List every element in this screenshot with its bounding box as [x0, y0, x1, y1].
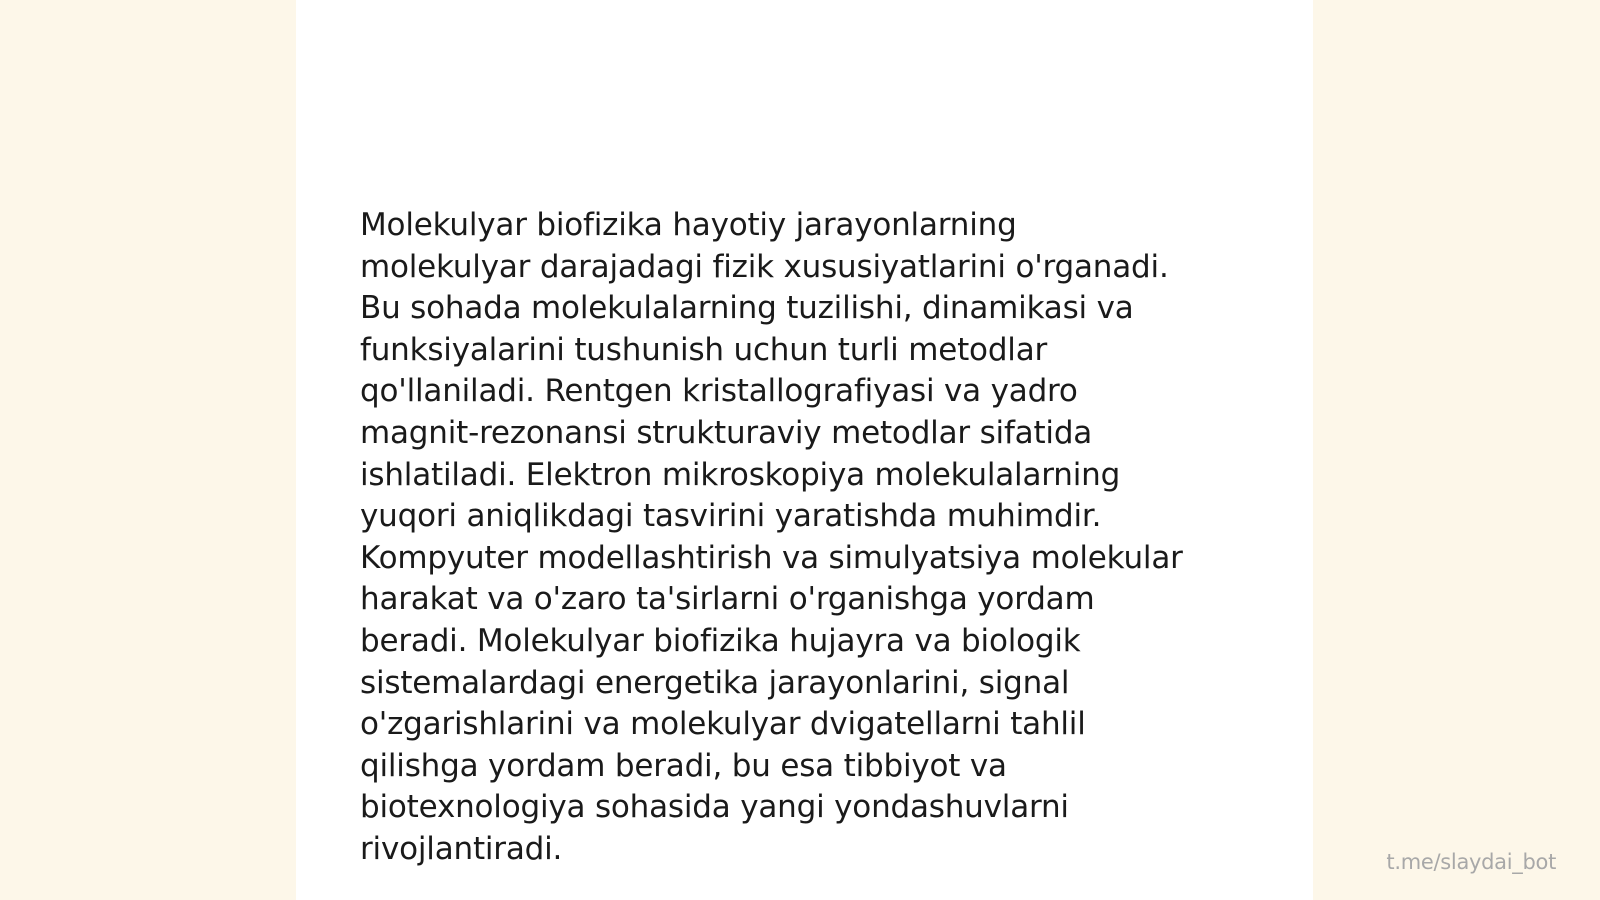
- body-line: yuqori aniqlikdagi tasvirini yaratishda muhimdir.: [360, 498, 1102, 535]
- body-line: ishlatiladi. Elektron mikroskopiya molekulalarning: [360, 456, 1121, 493]
- watermark-link[interactable]: t.me/slaydai_bot: [1386, 850, 1556, 874]
- body-line: o'zgarishlarini va molekulyar dvigatellarni tahlil: [360, 706, 1086, 743]
- body-line: magnit-rezonansi strukturaviy metodlar sifatida: [360, 414, 1093, 451]
- body-line: qilishga yordam beradi, bu esa tibbiyot va: [360, 747, 1007, 784]
- body-line: Molekulyar biofizika hayotiy jarayonlarning: [360, 207, 1017, 243]
- body-line: molekulyar darajadagi fizik xususiyatlarini o'rganadi.: [360, 248, 1169, 285]
- body-line: beradi. Molekulyar biofizika hujayra va biologik: [360, 622, 1081, 659]
- body-line: qo'llaniladi. Rentgen kristallografiyasi va yadro: [360, 373, 1078, 410]
- body-line: harakat va o'zaro ta'sirlarni o'rganishga yordam: [360, 581, 1095, 618]
- body-line: biotexnologiya sohasida yangi yondashuvlarni: [360, 789, 1069, 826]
- body-line: Bu sohada molekulalarning tuzilishi, dinamikasi va: [360, 290, 1134, 327]
- body-line: rivojlantiradi.: [360, 830, 563, 867]
- body-line: sistemalardagi energetika jarayonlarini, signal: [360, 664, 1070, 701]
- body-paragraph: [360, 205, 1260, 871]
- body-line: funksiyalarini tushunish uchun turli metodlar: [360, 331, 1048, 368]
- body-line: Kompyuter modellashtirish va simulyatsiya molekular: [360, 539, 1183, 576]
